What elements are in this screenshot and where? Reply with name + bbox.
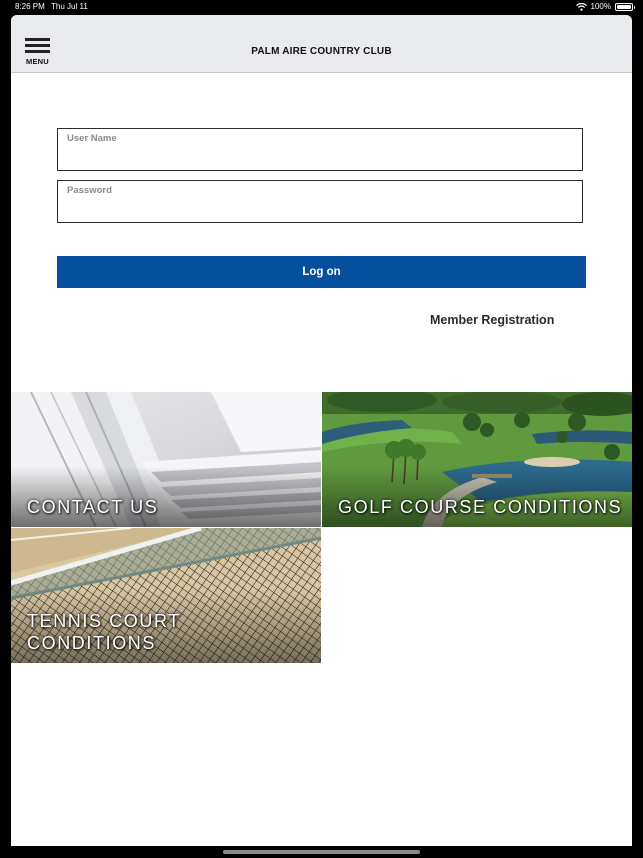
- app-header: [11, 15, 632, 73]
- hamburger-icon: [25, 38, 50, 41]
- status-date: Thu Jul 11: [51, 2, 88, 11]
- app-window: [11, 15, 632, 846]
- battery-icon: [615, 3, 633, 11]
- password-field[interactable]: [57, 180, 583, 223]
- contact-us-caption: CONTACT US: [27, 497, 159, 517]
- password-input[interactable]: [66, 198, 574, 218]
- tennis-caption-line-1: TENNIS COURT: [27, 611, 181, 631]
- wifi-icon: [576, 3, 587, 11]
- golf-course-tile[interactable]: [322, 392, 632, 527]
- member-registration-link[interactable]: Member Registration: [430, 313, 555, 327]
- menu-label: MENU: [26, 57, 49, 66]
- tennis-caption-line-2: CONDITIONS: [27, 633, 157, 653]
- tennis-court-tile[interactable]: [11, 528, 321, 663]
- username-field[interactable]: [57, 128, 583, 171]
- status-bar: [0, 0, 643, 14]
- status-time: 8:26 PM: [15, 2, 45, 11]
- tennis-court-caption: [27, 610, 181, 654]
- home-indicator[interactable]: [223, 850, 420, 854]
- log-on-button[interactable]: Log on: [57, 256, 586, 288]
- username-input[interactable]: [66, 146, 574, 166]
- contact-us-tile[interactable]: [11, 392, 321, 527]
- username-label: User Name: [67, 133, 117, 144]
- golf-course-caption: GOLF COURSE CONDITIONS: [338, 497, 623, 517]
- page-title: PALM AIRE COUNTRY CLUB: [251, 46, 392, 57]
- battery-percent: 100%: [590, 2, 611, 11]
- password-label: Password: [67, 185, 112, 196]
- status-right: [576, 0, 633, 13]
